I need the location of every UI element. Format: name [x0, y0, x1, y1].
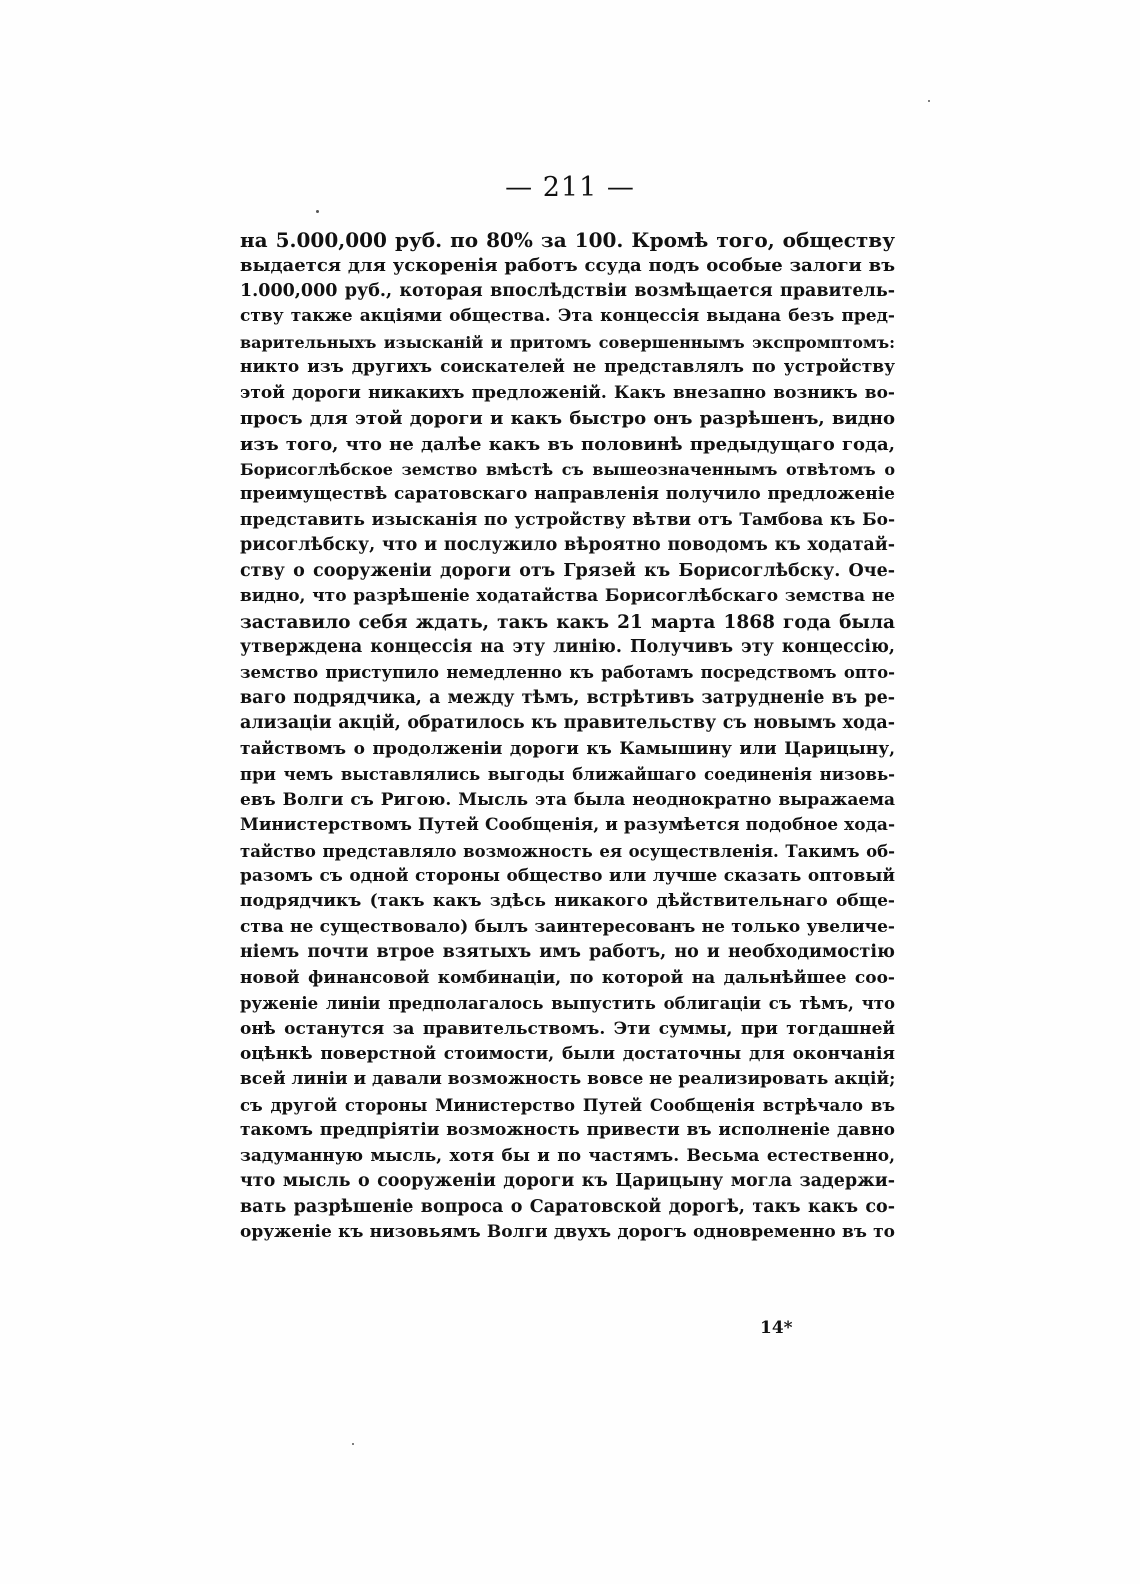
body-text [240, 228, 895, 1246]
text-line: съ другой стороны Министерство Путей Сообщенія встрѣчало въ [240, 1095, 895, 1115]
text-line: руженіе линіи предполагалось выпустить облигаціи съ тѣмъ, что [240, 994, 895, 1014]
text-line: ству также акціями общества. Эта концессія выдана безъ пред- [240, 306, 895, 327]
text-line: варительныхъ изысканій и притомъ совершеннымъ экспромптомъ: [240, 332, 895, 352]
text-line: при чемъ выставлялись выгоды ближайшаго соединенія низовь- [240, 765, 895, 785]
paper-speck [928, 100, 930, 102]
page-number: — 211 — [505, 172, 635, 203]
text-line: рисоглѣбску, что и послужило вѣроятно поводомъ къ ходатай- [240, 535, 895, 556]
text-line: выдается для ускоренія работъ ссуда подъ особые залоги въ [240, 255, 895, 277]
text-line: такомъ предпріятіи возможность привести въ исполненіе давно [240, 1120, 895, 1141]
text-line: Борисоглѣбское земство вмѣстѣ съ вышеозначеннымъ отвѣтомъ о [240, 459, 895, 479]
text-line: этой дороги никакихъ предложеній. Какъ внезапно возникъ во- [240, 382, 895, 403]
text-line: оцѣнкѣ поверстной стоимости, были достаточны для окончанія [240, 1044, 895, 1064]
text-line: евъ Волги съ Ригою. Мысль эта была неоднократно выражаема [240, 789, 895, 810]
text-line: ализаціи акцій, обратилось къ правительству съ новымъ хода- [240, 713, 895, 734]
text-line: новой финансовой комбинаціи, по которой на дальнѣйшее соо- [240, 967, 895, 988]
text-line: ства не существовало) былъ заинтересованъ не только увеличе- [240, 916, 895, 937]
text-line: разомъ съ одной стороны общество или лучше сказать оптовый [240, 865, 895, 886]
signature-mark: 14* [760, 1318, 793, 1338]
text-line: вать разрѣшеніе вопроса о Саратовской дорогѣ, такъ какъ со- [240, 1196, 895, 1217]
text-line: тайство представляло возможность ея осуществленія. Такимъ об- [240, 841, 895, 861]
text-line: всей линіи и давали возможность вовсе не реализировать акцій; [240, 1069, 895, 1090]
text-line: что мысль о сооруженіи дороги къ Царицыну могла задержи- [240, 1171, 895, 1192]
text-line: онѣ останутся за правительствомъ. Эти суммы, при тогдашней [240, 1018, 895, 1039]
text-line: 1.000,000 руб., которая впослѣдствіи возмѣщается правитель- [240, 280, 895, 301]
text-line: тайствомъ о продолженіи дороги къ Камышину или Царицыну, [240, 738, 895, 759]
text-line: на 5.000,000 руб. по 80% за 100. Кромѣ того, обществу [240, 228, 895, 252]
text-line: Министерствомъ Путей Сообщенія, и разумѣется подобное хода- [240, 815, 895, 836]
text-line: земство приступило немедленно къ работамъ посредствомъ опто- [240, 663, 895, 683]
text-line: заставило себя ждать, такъ какъ 21 марта 1868 года была [240, 611, 895, 633]
text-line: никто изъ другихъ соискателей не представлялъ по устройству [240, 357, 895, 378]
text-line: оруженіе къ низовьямъ Волги двухъ дорогъ одновременно въ то [240, 1222, 895, 1243]
text-line: подрядчикъ (такъ какъ здѣсь никакого дѣйствительнаго обще- [240, 891, 895, 912]
text-line: видно, что разрѣшеніе ходатайства Борисоглѣбскаго земства не [240, 586, 895, 607]
text-line: ству о сооруженіи дороги отъ Грязей къ Борисоглѣбску. Оче- [240, 560, 895, 581]
text-line: просъ для этой дороги и какъ быстро онъ разрѣшенъ, видно [240, 408, 895, 430]
text-line: ваго подрядчика, а между тѣмъ, встрѣтивъ затрудненіе въ ре- [240, 687, 895, 708]
paper-speck [352, 1443, 354, 1445]
text-line: ніемъ почти втрое взятыхъ имъ работъ, но и необходимостію [240, 942, 895, 963]
text-line: утверждена концессія на эту линію. Получивъ эту концессію, [240, 637, 895, 657]
text-line: изъ того, что не далѣе какъ въ половинѣ предыдущаго года, [240, 433, 895, 455]
text-line: представить изысканія по устройству вѣтви отъ Тамбова къ Бо- [240, 509, 895, 530]
paper-speck [316, 210, 319, 213]
text-line: задуманную мысль, хотя бы и по частямъ. Весьма естественно, [240, 1145, 895, 1166]
text-line: преимуществѣ саратовскаго направленія получило предложеніе [240, 484, 895, 505]
